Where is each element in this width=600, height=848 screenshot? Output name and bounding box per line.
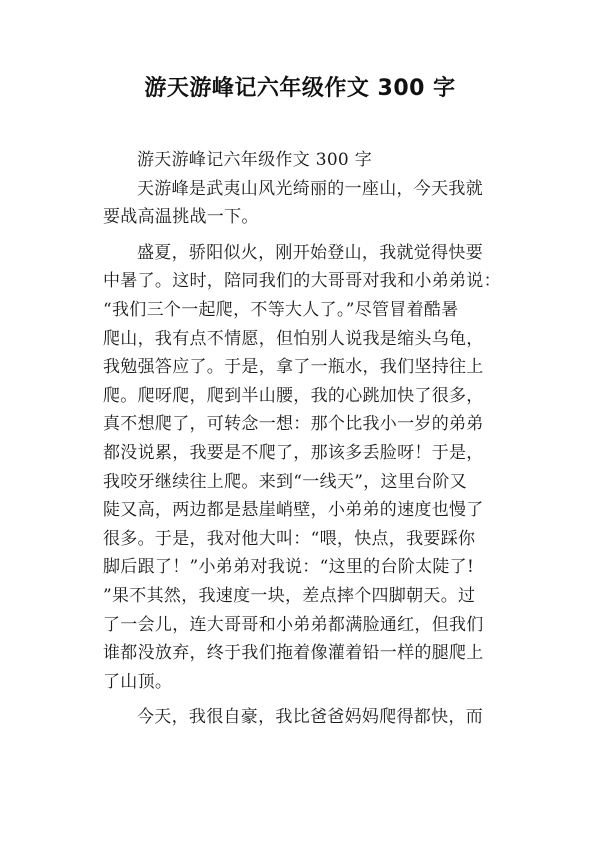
paragraph-line: 真不想爬了，可转念一想：那个比我小一岁的弟弟 xyxy=(103,414,484,435)
paragraph-line: 天游峰是武夷山风光绮丽的一座山，今天我就 xyxy=(137,178,483,199)
paragraph-line: 我咬牙继续往上爬。来到“一线天”，这里台阶又 xyxy=(103,471,467,492)
paragraph-line: 盛夏，骄阳似火，刚开始登山，我就觉得快要 xyxy=(137,242,483,263)
article-subtitle: 游天游峰记六年级作文 300 字 xyxy=(137,150,373,170)
document-body xyxy=(103,146,503,732)
paragraph-line: 了山顶。 xyxy=(103,671,173,692)
paragraph-line: 要战高温挑战一下。 xyxy=(103,207,259,228)
paragraph-line: 脚后跟了！”小弟弟对我说：“这里的台阶太陡了! xyxy=(103,557,475,578)
paragraph-1 xyxy=(103,175,503,232)
paragraph-line: 爬山，我有点不情愿，但怕别人说我是缩头乌龟， xyxy=(103,328,484,349)
paragraph-line: 爬。爬呀爬，爬到半山腰，我的心跳加快了很多， xyxy=(103,385,484,406)
paragraph-line: 谁都没放弃，终于我们拖着像灌着铅一样的腿爬上 xyxy=(103,643,484,664)
paragraph-line: 陡又高，两边都是悬崖峭壁，小弟弟的速度也慢了 xyxy=(103,500,484,521)
paragraph-line: 了一会儿，连大哥哥和小弟弟都满脸通红，但我们 xyxy=(103,614,484,635)
paragraph-line: 我勉强答应了。于是，拿了一瓶水，我们坚持往上 xyxy=(103,357,484,378)
paragraph-line: 很多。于是，我对他大叫：“喂，快点，我要踩你 xyxy=(103,528,476,549)
paragraph-2 xyxy=(103,239,503,697)
paragraph-line: 今天，我很自豪，我比爸爸妈妈爬得都快，而 xyxy=(137,707,483,728)
document-title: 游天游峰记六年级作文 300 字 xyxy=(144,76,456,101)
paragraph-line: 都没说累，我要是不爬了，那该多丢脸呀！于是， xyxy=(103,442,484,463)
paragraph-line: “我们三个一起爬，不等大人了。”尽管冒着酷暑 xyxy=(103,299,459,320)
paragraph-line: ”果不其然，我速度一块，差点摔个四脚朝天。过 xyxy=(103,585,476,606)
paragraph-3 xyxy=(103,703,503,732)
paragraph-line: 中暑了。这时，陪同我们的大哥哥对我和小弟弟说： xyxy=(103,271,501,292)
